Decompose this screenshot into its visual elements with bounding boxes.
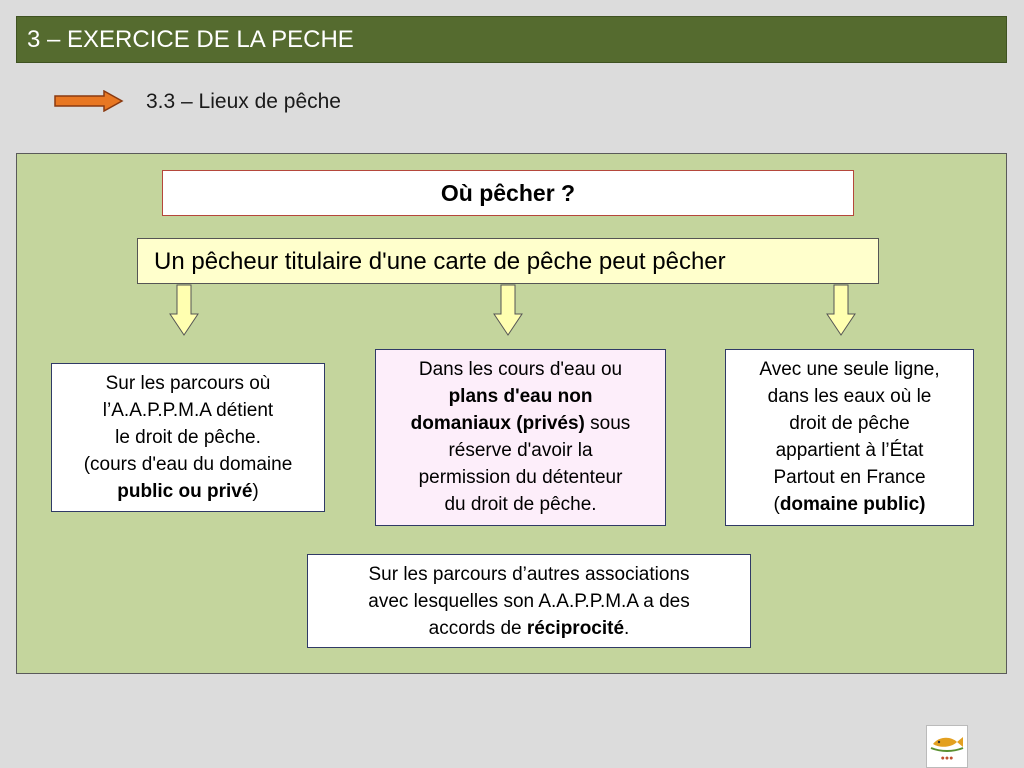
bold-text: plans d'eau non [448,386,593,407]
box-line: permission du détenteur [418,467,623,488]
box-text: . [624,618,630,639]
box-line: le droit de pêche. [115,427,261,448]
box-line [376,383,665,410]
box-text: ) [252,481,259,502]
box-line: (cours d'eau du domaine [83,454,293,475]
box-line: droit de pêche [789,413,910,434]
section-subtitle: 3.3 – Lieux de pêche [146,90,341,113]
bold-text: public ou privé [117,481,253,502]
down-arrow-middle-icon [493,284,523,336]
box-private-waters [375,349,666,526]
box-text: sous [584,413,631,434]
box-text: accords de [428,618,527,639]
down-arrow-left-icon [169,284,199,336]
statement-box: Un pêcheur titulaire d'une carte de pêche peut pêcher [137,238,879,284]
bold-text: réciprocité [526,618,625,639]
box-line: appartient à l’État [775,440,924,461]
box-line [376,410,665,437]
box-line: Sur les parcours d’autres associations [368,564,690,585]
question-box: Où pêcher ? [162,170,854,216]
down-arrow-right-icon [826,284,856,336]
bold-text: domaine public) [779,494,926,515]
title-bar [16,16,1007,63]
box-reciprocity [307,554,751,648]
box-line: dans les eaux où le [767,386,932,407]
fish-logo-icon [927,728,967,756]
page-title: 3 – EXERCICE DE LA PECHE [27,26,354,53]
box-line: Avec une seule ligne, [759,359,940,380]
box-line [308,615,750,642]
box-line: avec lesquelles son A.A.P.P.M.A a des [368,591,690,612]
federation-peche-logo-icon [926,725,968,768]
box-line: l’A.A.P.P.M.A détient [102,400,274,421]
box-line: Sur les parcours où [105,373,271,394]
box-line [52,478,324,505]
logo-mark: ●●● [940,755,954,762]
orange-arrow-right-icon [54,90,124,112]
box-aappma-parcours [51,363,325,512]
box-public-domain [725,349,974,526]
box-line: Dans les cours d'eau ou [418,359,623,380]
box-line: Partout en France [773,467,926,488]
box-line: réserve d'avoir la [448,440,593,461]
bold-text: domaniaux (privés) [410,413,585,434]
box-text: ( [773,494,780,515]
box-line [726,491,973,518]
box-line: du droit de pêche. [444,494,597,515]
